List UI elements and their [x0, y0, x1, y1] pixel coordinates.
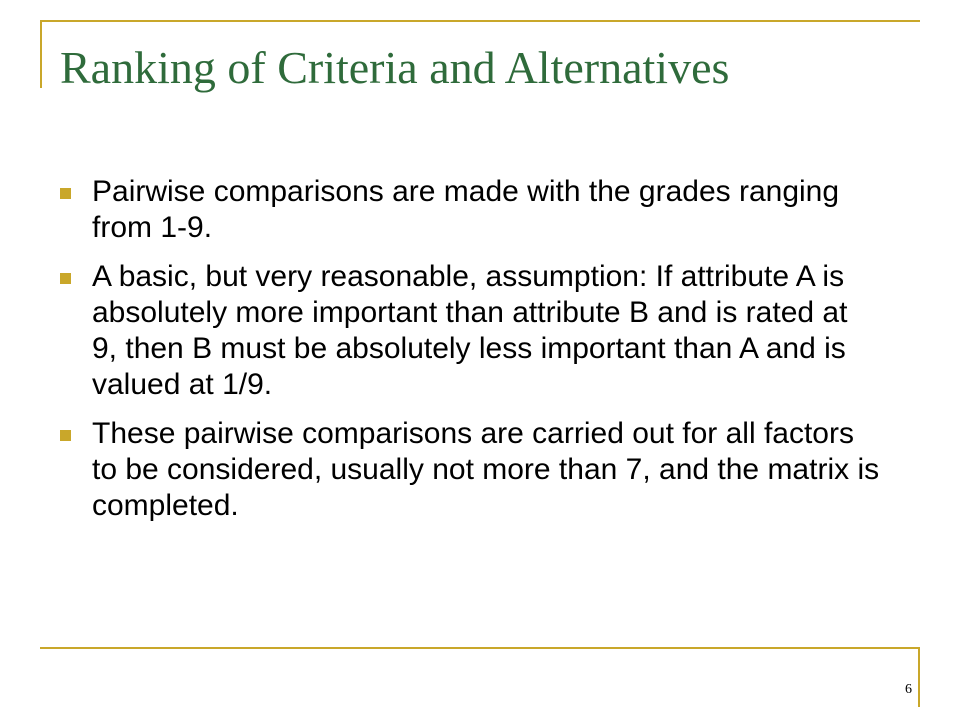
square-bullet-icon	[60, 188, 71, 199]
square-bullet-icon	[60, 273, 71, 284]
bullet-item	[60, 259, 880, 403]
bullet-text: Pairwise comparisons are made with the grades ranging from 1-9.	[92, 175, 840, 244]
top-rule	[40, 20, 920, 22]
bullet-text: A basic, but very reasonable, assumption: If attribute A is absolutely more important than attribute B and is rated at 9, then B must be absolutely less important than A and is valued at 1/9.	[92, 260, 848, 401]
right-rule	[918, 647, 920, 707]
bottom-rule	[40, 647, 920, 649]
left-rule	[40, 20, 42, 88]
bullet-list	[60, 174, 880, 537]
bullet-item	[60, 416, 880, 524]
bullet-item	[60, 174, 880, 246]
slide-title: Ranking of Criteria and Alternatives	[60, 42, 730, 93]
page-number: 6	[905, 682, 912, 697]
square-bullet-icon	[60, 430, 71, 441]
bullet-text: These pairwise comparisons are carried out for all factors to be considered, usually not more than 7, and the matrix is completed.	[92, 417, 880, 522]
